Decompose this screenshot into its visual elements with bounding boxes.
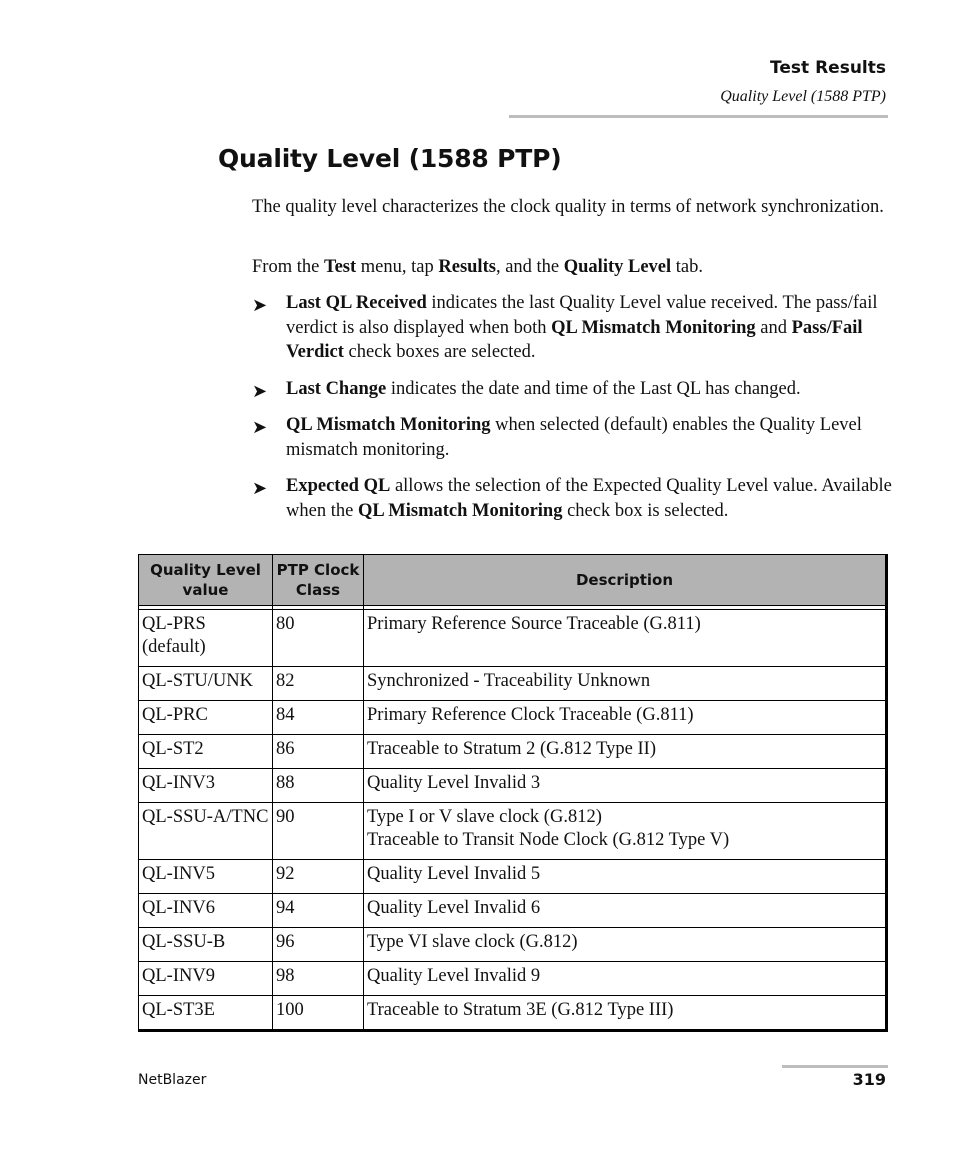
cell-clock-class: 94 bbox=[273, 894, 364, 928]
bullet-last-change bbox=[252, 377, 892, 402]
bullet-text: indicates the date and time of the Last QL has changed. bbox=[386, 378, 801, 399]
cell-ql-value: QL-PRC bbox=[139, 701, 273, 735]
table-row bbox=[139, 667, 887, 701]
cell-description-line: Type I or V slave clock (G.812) bbox=[367, 807, 602, 827]
bullet-expected-ql bbox=[252, 474, 892, 523]
nav-prefix: From the bbox=[252, 257, 324, 277]
bullet-term: Last QL Received bbox=[286, 293, 427, 313]
table-row bbox=[139, 803, 887, 860]
column-header-description: Description bbox=[364, 555, 887, 606]
cell-clock-class: 92 bbox=[273, 860, 364, 894]
cell-clock-class: 90 bbox=[273, 803, 364, 860]
bullet-arrow-icon: ➤ bbox=[252, 417, 268, 437]
cell-clock-class: 80 bbox=[273, 610, 364, 667]
cell-clock-class: 86 bbox=[273, 735, 364, 769]
cell-description-line: Traceable to Transit Node Clock (G.812 Type V) bbox=[367, 830, 730, 850]
nav-mid1: menu, tap bbox=[356, 257, 439, 277]
table-row bbox=[139, 735, 887, 769]
cell-description: Traceable to Stratum 2 (G.812 Type II) bbox=[364, 735, 887, 769]
cell-ql-value: QL-SSU-A/TNC bbox=[139, 803, 273, 860]
bullet-arrow-icon: ➤ bbox=[252, 478, 268, 498]
cell-description: Primary Reference Clock Traceable (G.811) bbox=[364, 701, 887, 735]
cell-ql-value: QL-INV5 bbox=[139, 860, 273, 894]
table-row bbox=[139, 928, 887, 962]
nav-menu-name: Test bbox=[323, 257, 357, 277]
cell-ql-value: QL-INV6 bbox=[139, 894, 273, 928]
bullet-arrow-icon: ➤ bbox=[252, 295, 268, 315]
bullet-last-ql-received bbox=[252, 291, 892, 365]
table-row bbox=[139, 860, 887, 894]
bullet-text: allows the selection of the Expected Quality Level value. Available when the bbox=[286, 476, 892, 521]
nav-tab-name: Quality Level bbox=[563, 257, 672, 277]
cell-ql-value: QL-ST2 bbox=[139, 735, 273, 769]
table-row bbox=[139, 769, 887, 803]
bullet-bold: QL Mismatch Monitoring bbox=[551, 317, 756, 338]
cell-description: Type VI slave clock (G.812) bbox=[364, 928, 887, 962]
table-row bbox=[139, 962, 887, 996]
intro-paragraph: The quality level characterizes the clock quality in terms of network synchronization. bbox=[252, 197, 884, 217]
cell-ql-value: QL-INV3 bbox=[139, 769, 273, 803]
footer-product-name: NetBlazer bbox=[138, 1072, 207, 1088]
cell-clock-class: 82 bbox=[273, 667, 364, 701]
cell-clock-class: 88 bbox=[273, 769, 364, 803]
column-header-ql-value: Quality Level value bbox=[139, 555, 273, 606]
cell-clock-class: 98 bbox=[273, 962, 364, 996]
footer-rule bbox=[782, 1065, 888, 1068]
cell-description: Synchronized - Traceability Unknown bbox=[364, 667, 887, 701]
column-header-ptp-clock-class: PTP Clock Class bbox=[273, 555, 364, 606]
bullet-bold: QL Mismatch Monitoring bbox=[357, 500, 563, 521]
cell-description: Quality Level Invalid 3 bbox=[364, 769, 887, 803]
cell-description: Traceable to Stratum 3E (G.812 Type III) bbox=[364, 996, 887, 1031]
bullet-text: check box is selected. bbox=[562, 500, 729, 521]
nav-results-name: Results bbox=[438, 257, 496, 277]
bullet-arrow-icon: ➤ bbox=[252, 380, 268, 401]
cell-description: Quality Level Invalid 9 bbox=[364, 962, 887, 996]
table-row bbox=[139, 701, 887, 735]
bullet-term: Last Change bbox=[286, 378, 387, 399]
nav-mid2: , and the bbox=[495, 257, 564, 277]
bullet-text: and bbox=[755, 317, 792, 338]
table-row bbox=[139, 996, 887, 1031]
bullet-term: QL Mismatch Monitoring bbox=[286, 415, 491, 435]
cell-ql-value: QL-ST3E bbox=[139, 996, 273, 1031]
footer-page-number: 319 bbox=[852, 1070, 886, 1089]
cell-clock-class: 84 bbox=[273, 701, 364, 735]
bullet-text: indicates the last Quality Level value received. The pass/fail verdict is also displayed when both bbox=[286, 293, 878, 338]
page-title: Quality Level (1588 PTP) bbox=[218, 144, 562, 173]
table-row bbox=[139, 894, 887, 928]
cell-description: Quality Level Invalid 5 bbox=[364, 860, 887, 894]
cell-clock-class: 100 bbox=[273, 996, 364, 1031]
running-header-subtitle: Quality Level (1588 PTP) bbox=[720, 88, 886, 105]
cell-ql-value: QL-STU/UNK bbox=[139, 667, 273, 701]
bullet-ql-mismatch-monitoring bbox=[252, 413, 892, 462]
bullet-list bbox=[252, 291, 892, 535]
running-header-title: Test Results bbox=[770, 58, 886, 78]
cell-description bbox=[364, 803, 887, 860]
bullet-bold: Pass/Fail Verdict bbox=[286, 317, 863, 362]
cell-description: Quality Level Invalid 6 bbox=[364, 894, 887, 928]
nav-suffix: tab. bbox=[671, 257, 704, 277]
table-header-row bbox=[139, 555, 887, 606]
cell-clock-class: 96 bbox=[273, 928, 364, 962]
cell-ql-value: QL-PRS (default) bbox=[139, 610, 273, 667]
bullet-text: check boxes are selected. bbox=[343, 342, 536, 362]
cell-ql-value: QL-SSU-B bbox=[139, 928, 273, 962]
cell-ql-value: QL-INV9 bbox=[139, 962, 273, 996]
cell-description: Primary Reference Source Traceable (G.811) bbox=[364, 610, 887, 667]
bullet-text: when selected (default) enables the Quality Level mismatch monitoring. bbox=[286, 415, 862, 460]
quality-level-table bbox=[138, 554, 888, 1032]
navigation-paragraph bbox=[252, 255, 892, 280]
bullet-term: Expected QL bbox=[286, 476, 391, 496]
table-row bbox=[139, 610, 887, 667]
header-rule bbox=[509, 115, 888, 118]
